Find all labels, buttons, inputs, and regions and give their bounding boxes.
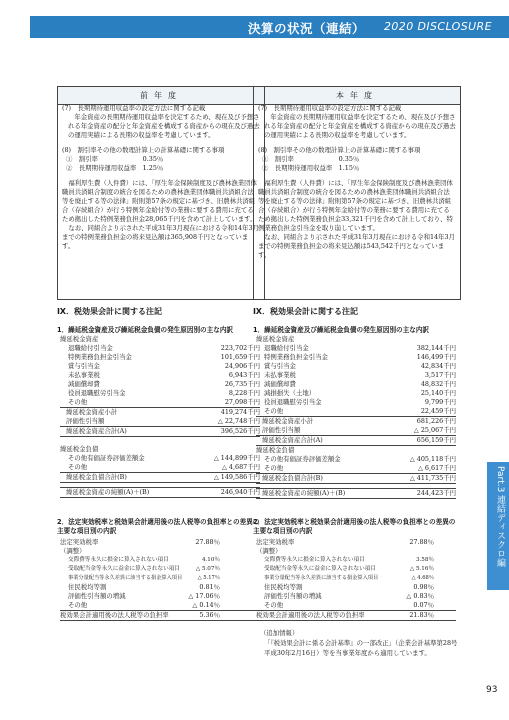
table-row: 役員退職慰労引当金 8,228千円 xyxy=(68,389,260,397)
table-row: その他 △ 0.14％ xyxy=(60,601,260,611)
note-7-text: 年金資産の長期期待運用収益率を決定するため、現在及び予想される年金資産の配分と年金資産を構成する資産からの現在及び過去の運用実績による長期の収益率を考慮しています。 xyxy=(68,113,260,139)
header-subtitle: 2020 DISCLOSURE xyxy=(384,20,492,33)
table-row: 受取配当金等永久に益金に算入されない項目 △ 5.07％ xyxy=(68,566,220,572)
assets-heading: 繰延税金資産 xyxy=(256,335,295,343)
additional-info-text: 「『税効果会計に係る会計基準』の一部改正」（企業会計基準第28号 平成30年2月16日）等を当事業年度から適用しています。 xyxy=(264,639,458,657)
additional-info-heading: （追加情報） xyxy=(260,629,299,637)
prev-year-notes xyxy=(62,104,260,251)
expected-return-rate: ② 長期期待運用収益率 1.15％ xyxy=(262,164,360,172)
table-row: 減価償却費 26,735千円 xyxy=(68,380,260,388)
assets-heading: 繰延税金資産 xyxy=(60,335,99,343)
table-row: 賞与引当金 42,834千円 xyxy=(264,362,456,370)
table-row: その他 27,098千円 xyxy=(60,398,260,408)
column-header-prev-year: 前年度 xyxy=(57,86,265,105)
subtotal-row: 繰延税金資産小計 419,274千円 xyxy=(66,408,260,416)
note-7-text: 年金資産の長期期待運用収益率を決定するため、現在及び予想される年金資産の配分と年金資産を構成する資産からの現在及び過去の運用実績による長期の収益率を考慮しています。 xyxy=(264,113,456,139)
table-row: その他 △ 4,687千円 xyxy=(60,463,260,473)
subtotal-row: 繰延税金資産小計 681,226千円 xyxy=(262,417,456,425)
subsection-1-title-right: 1．繰延税金資産及び繰延税金負債の発生原因別の主な内訳 xyxy=(253,326,430,334)
subsection-2-title-left: 2．法定実効税率と税効果会計適用後の法人税等の負担率との差異の主要な項目別の内訳 xyxy=(57,518,260,535)
table-row: 事業分量配当等永久差異に該当する損金算入項目 △ 4.68％ xyxy=(264,575,434,581)
welfare-note: 福利厚生費（人件費）には、「厚生年金保険制度及び農林漁業団体職員共済組合制度の統合を図るための農林漁業団体職員共済組合法等を廃止する等の法律」附則第57条の規定に基づき、旧農林共済組合（存続組合）が行う特例年金給付等の業務に要する費用に充てるため拠出した特例業務負担金33,321千円を含めて計上しており、特例業務負担金引当金を取り崩しています。 xyxy=(258,179,453,232)
table-row: その他有価証券評価差額金 △ 405,118千円 xyxy=(264,455,456,463)
subsection-2-title-right: 2．法定実効税率と税効果会計適用後の法人税等の負担率との差異の主要な項目別の内訳 xyxy=(253,518,456,535)
table-row: 退職給付引当金 223,702千円 xyxy=(68,344,260,352)
additional-info xyxy=(260,628,460,658)
future-estimate-note: なお、同組合より示された平成31年3月現在における令和14年3月までの特例業務負担金の将来見込額は543,542千円となっています。 xyxy=(258,233,455,259)
table-row: その他有価証券評価差額金 △ 144,899千円 xyxy=(68,454,260,462)
allowance-row: 評価性引当額 △ 22,748千円 xyxy=(60,417,260,427)
statutory-row: 法定実効税率 27.88％ xyxy=(60,538,220,546)
note-7-heading: (7) 長期期待運用収益率の設定方法に関する記載 xyxy=(62,104,206,112)
table-row: 退職給付引当金 382,144千円 xyxy=(264,344,456,352)
adjustment-label: （調整） xyxy=(60,547,86,555)
table-row: 交際費等永久に損金に算入されない項目 4.10％ xyxy=(68,557,220,563)
deferred-tax-table-current xyxy=(256,335,456,499)
welfare-note: 福利厚生費（人件費）には、「厚生年金保険制度及び農林漁業団体職員共済組合制度の統合を図るための農林漁業団体職員共済組合法等を廃止する等の法律」附則第57条の規定に基づき、旧農林共済組合（存続組合）が行う特例年金給付等の業務に要する費用に充てるため拠出した特例業務負担金28,065千円を含めて計上しています。 xyxy=(62,179,257,223)
table-row: 評価性引当額の増減 △ 0.83％ xyxy=(264,592,434,600)
table-row: 減価償却費 48,832千円 xyxy=(264,380,456,388)
future-estimate-note: なお、同組合より示された平成31年3月現在における令和14年3月までの特例業務負担金の将来見込額は365,908千円となっています。 xyxy=(62,224,259,250)
liab-total-row: 繰延税金負債合計(B) △ 411,735千円 xyxy=(256,474,456,484)
adjustment-label: （調整） xyxy=(256,547,282,555)
column-header-current-year: 本年度 xyxy=(253,86,461,105)
note-8-heading: (8) 割引率その他の数理計算上の計算基礎に関する事項 xyxy=(258,146,421,154)
table-row: 住民税均等割 0.98％ xyxy=(264,583,434,591)
discount-rate: ① 割引率 0.35％ xyxy=(66,155,164,163)
note-8-heading: (8) 割引率その他の数理計算上の計算基礎に関する事項 xyxy=(62,146,225,154)
note-7-heading: (7) 長期期待運用収益率の設定方法に関する記載 xyxy=(258,104,402,112)
table-row: その他 △ 6,617千円 xyxy=(256,464,456,474)
header-title: 決算の状況（連結） xyxy=(248,21,366,36)
net-row: 繰延税金資産の純額(A)＋(B) 246,940千円 xyxy=(60,487,260,498)
effective-rate-row: 税効果会計適用後の法人税等の負担率 5.36％ xyxy=(60,611,260,621)
table-row: 交際費等永久に損金に算入されない項目 3.58％ xyxy=(264,557,434,563)
effective-rate-row: 税効果会計適用後の法人税等の負担率 21.83％ xyxy=(256,611,456,621)
table-row: 特例業務負担金引当金 101,659千円 xyxy=(68,353,260,361)
table-row: 減損損失（土地） 25,140千円 xyxy=(264,389,456,397)
table-row: その他 0.07％ xyxy=(256,601,456,611)
statutory-row: 法定実効税率 27.88％ xyxy=(256,538,434,546)
net-row: 繰延税金資産の純額(A)＋(B) 244,423千円 xyxy=(256,488,456,499)
current-year-notes xyxy=(258,104,456,260)
table-row: その他 22,459千円 xyxy=(256,407,456,417)
subsection-1-title-left: 1．繰延税金資産及び繰延税金負債の発生原因別の主な内訳 xyxy=(57,326,234,334)
table-row: 受取配当金等永久に益金に算入されない項目 △ 5.16％ xyxy=(264,566,434,572)
tax-rate-table-prev xyxy=(60,538,260,621)
page-header xyxy=(0,16,509,38)
liabilities-heading: 繰延税金負債 xyxy=(60,445,99,453)
table-row: 未払事業税 6,943千円 xyxy=(68,371,260,379)
expected-return-rate: ② 長期期待運用収益率 1.25％ xyxy=(66,164,164,172)
discount-rate: ① 割引率 0.35％ xyxy=(262,155,360,163)
table-row: 評価性引当額の増減 △ 17.06％ xyxy=(68,592,220,600)
liabilities-heading: 繰延税金負債 xyxy=(256,446,295,454)
table-row: 住民税均等割 0.81％ xyxy=(68,583,220,591)
side-tab-label: Part.3 連結ディスクロ編 xyxy=(495,466,505,568)
section-title-left: Ⅸ．税効果会計に関する注記 xyxy=(57,307,162,316)
allowance-row: 評価性引当額 △ 25,067千円 xyxy=(256,426,456,436)
total-row: 繰延税金資産合計(A) 396,526千円 xyxy=(60,427,260,437)
table-row: 特例業務負担金引当金 146,499千円 xyxy=(264,353,456,361)
liab-total-row: 繰延税金負債合計(B) △ 149,586千円 xyxy=(60,473,260,483)
table-row: 事業分量配当等永久差異に該当する損金算入項目 △ 5.17％ xyxy=(68,575,220,581)
total-row: 繰延税金資産合計(A) 656,159千円 xyxy=(256,436,456,446)
deferred-tax-table-prev xyxy=(60,335,260,498)
section-title-right: Ⅸ．税効果会計に関する注記 xyxy=(253,307,358,316)
tax-rate-table-current xyxy=(256,538,456,621)
page-number: 93 xyxy=(486,685,498,695)
table-row: 未払事業税 3,517千円 xyxy=(264,371,456,379)
table-row: 賞与引当金 24,906千円 xyxy=(68,362,260,370)
table-row: 役員退職慰労引当金 9,799千円 xyxy=(264,398,456,406)
